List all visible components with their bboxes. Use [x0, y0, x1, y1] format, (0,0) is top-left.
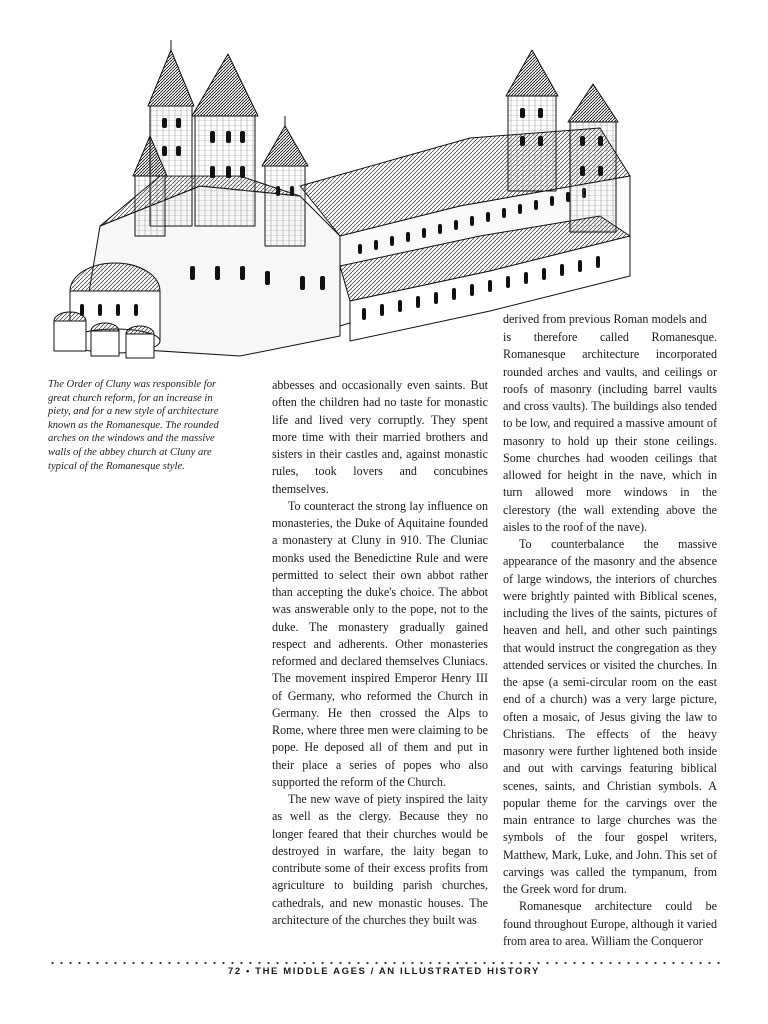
paragraph: Romanesque architecture could be found throughout Europe, although it varied from area to area. William the Conqueror: [503, 899, 717, 948]
text-line-right-top: derived from previous Roman models and: [503, 312, 707, 326]
paragraph: is therefore called Romanesque. Romanesque architecture incorporated rounded arches and vaults, and ceilings or roofs of masonry (including barrel vaults and cross vaults). The buildings also tended to be low, and required a massive amount of masonry to hold up their stone ceilings. Some churches had wooden ceilings that allowed for height in the nave, which in turn allowed more windows in the clerestory (the wall extending above the aisles to the roof of the nave).: [503, 330, 717, 534]
paragraph: abbesses and occasionally even saints. But often the children had no taste for monastic life and lived very corruptly. They spent more time with their married brothers and sisters in their castles and, against monastic rules, took lovers and concubines themselves.: [272, 378, 488, 496]
paragraph: The new wave of piety inspired the laity as well as the clergy. Because they no longer feared that their churches would be destroyed in warfare, the laity began to contribute some of their excess profits from agriculture to building parish churches, cathedrals, and new monastic houses. The architecture of the churches they built was: [272, 792, 488, 927]
page-footer: 72 • THE MIDDLE AGES / AN ILLUSTRATED HISTORY: [228, 966, 540, 977]
paragraph: To counterbalance the massive appearance of the masonry and the absence of large windows, the interiors of churches were brightly painted with Biblical scenes, including the lives of the saints, pictures of heaven and hell, and other such paintings that would instruct the congregation as they attended services or visited the churches. In the apse (a semi-circular room on the east end of a church) was a very large picture, often a mosaic, of Jesus giving the law to Christians. The effects of the heavy masonry were further lightened both inside and out with carvings featuring biblical scenes, saints, and Christian symbols. A popular theme for the carvings over the main entrance to large churches was the symbols of the four gospel writers, Matthew, Mark, Luke, and John. This set of carvings was called the tympanum, from the Greek word for drum.: [503, 537, 717, 896]
figure-caption: The Order of Cluny was responsible for great church reform, for an increase in piety, and for a new style of architecture known as the Romanesque. The rounded arches on the windows and the massive walls of the abbey church at Cluny are typical of the Romanesque style.: [48, 379, 219, 472]
text-column-right: [503, 329, 717, 950]
text-column-middle: [272, 377, 488, 929]
paragraph: To counteract the strong lay influence on monasteries, the Duke of Aquitaine founded a monastery at Cluny in 910. The Cluniac monks used the Benedictine Rule and were permitted to select their own abbot rather than accepting the duke's choice. The abbot was answerable only to the pope, not to the duke. The monastery gradually gained respect and adherents. Other monasteries reformed and declared themselves Cluniacs. The movement inspired Emperor Henry III of Germany, who reformed the Church in Germany. He then crossed the Alps to Rome, where three men were claiming to be pope. He deposed all of them and put in their place a series of popes who also supported the reform of the Church.: [272, 498, 488, 789]
footer-dotted-rule: [48, 961, 720, 965]
